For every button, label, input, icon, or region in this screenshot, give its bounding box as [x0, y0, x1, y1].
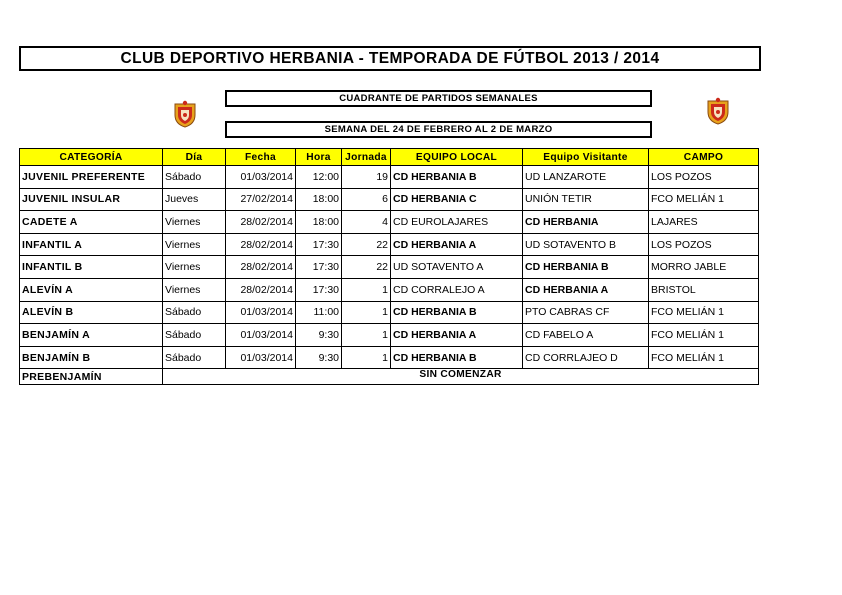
cell-dia: Viernes: [163, 256, 226, 279]
cell-jornada: 4: [342, 211, 391, 234]
cell-equipo-local: CD HERBANIA B: [391, 301, 523, 324]
page-title: CLUB DEPORTIVO HERBANIA - TEMPORADA DE FÚTBOL 2013 / 2014: [19, 46, 761, 71]
cell-dia: Viernes: [163, 278, 226, 301]
cell-hora: 9:30: [296, 324, 342, 347]
cell-equipo-visitante: CD HERBANIA: [523, 211, 649, 234]
cell-fecha: 28/02/2014: [226, 233, 296, 256]
cell-dia: Sábado: [163, 346, 226, 369]
cell-categoria: JUVENIL PREFERENTE: [20, 166, 163, 189]
table-row: [20, 346, 759, 369]
header-equipo-visitante: Equipo Visitante: [523, 149, 649, 166]
cell-categoria: PREBENJAMÍN: [20, 369, 163, 385]
cell-hora: 17:30: [296, 233, 342, 256]
cell-jornada: 1: [342, 278, 391, 301]
cell-categoria: CADETE A: [20, 211, 163, 234]
club-crest-icon: [172, 100, 198, 128]
cell-fecha: 01/03/2014: [226, 166, 296, 189]
cell-equipo-local: CD HERBANIA B: [391, 346, 523, 369]
cell-campo: FCO MELIÁN 1: [649, 346, 759, 369]
cell-hora: 18:00: [296, 188, 342, 211]
cell-hora: 17:30: [296, 278, 342, 301]
cell-jornada: 1: [342, 346, 391, 369]
cell-categoria: BENJAMÍN A: [20, 324, 163, 347]
cell-fecha: 28/02/2014: [226, 211, 296, 234]
cell-campo: LOS POZOS: [649, 166, 759, 189]
table-row: [20, 278, 759, 301]
cell-equipo-local: CD EUROLAJARES: [391, 211, 523, 234]
schedule-subtitle: CUADRANTE DE PARTIDOS SEMANALES: [225, 90, 652, 107]
week-range: SEMANA DEL 24 DE FEBRERO AL 2 DE MARZO: [225, 121, 652, 138]
header-dia: Día: [163, 149, 226, 166]
cell-categoria: INFANTIL A: [20, 233, 163, 256]
cell-campo: FCO MELIÁN 1: [649, 324, 759, 347]
table-row: [20, 324, 759, 347]
cell-hora: 17:30: [296, 256, 342, 279]
header-jornada: Jornada: [342, 149, 391, 166]
cell-categoria: ALEVÍN A: [20, 278, 163, 301]
cell-jornada: 19: [342, 166, 391, 189]
cell-equipo-local: CD CORRALEJO A: [391, 278, 523, 301]
cell-categoria: JUVENIL INSULAR: [20, 188, 163, 211]
match-schedule-table: [19, 148, 759, 385]
cell-dia: Viernes: [163, 211, 226, 234]
cell-campo: LOS POZOS: [649, 233, 759, 256]
cell-campo: MORRO JABLE: [649, 256, 759, 279]
cell-categoria: ALEVÍN B: [20, 301, 163, 324]
cell-jornada: 1: [342, 301, 391, 324]
cell-dia: Sábado: [163, 166, 226, 189]
table-row: [20, 233, 759, 256]
cell-hora: 12:00: [296, 166, 342, 189]
cell-campo: FCO MELIÁN 1: [649, 301, 759, 324]
table-row: [20, 188, 759, 211]
cell-categoria: BENJAMÍN B: [20, 346, 163, 369]
cell-dia: Jueves: [163, 188, 226, 211]
cell-jornada: 1: [342, 324, 391, 347]
cell-jornada: 22: [342, 256, 391, 279]
cell-equipo-visitante: CD FABELO A: [523, 324, 649, 347]
table-row: [20, 369, 759, 385]
cell-fecha: 01/03/2014: [226, 301, 296, 324]
header-campo: CAMPO: [649, 149, 759, 166]
cell-hora: 9:30: [296, 346, 342, 369]
cell-categoria: INFANTIL B: [20, 256, 163, 279]
cell-equipo-visitante: UD LANZAROTE: [523, 166, 649, 189]
cell-equipo-local: CD HERBANIA C: [391, 188, 523, 211]
header-hora: Hora: [296, 149, 342, 166]
table-row: [20, 166, 759, 189]
header-categoria: CATEGORÍA: [20, 149, 163, 166]
cell-fecha: 28/02/2014: [226, 278, 296, 301]
cell-equipo-visitante: CD HERBANIA B: [523, 256, 649, 279]
cell-fecha: 28/02/2014: [226, 256, 296, 279]
cell-equipo-local: UD SOTAVENTO A: [391, 256, 523, 279]
cell-campo: FCO MELIÁN 1: [649, 188, 759, 211]
cell-campo: LAJARES: [649, 211, 759, 234]
cell-hora: 11:00: [296, 301, 342, 324]
header-equipo-local: EQUIPO LOCAL: [391, 149, 523, 166]
cell-fecha: 27/02/2014: [226, 188, 296, 211]
cell-equipo-visitante: CD CORRLAJEO D: [523, 346, 649, 369]
club-crest-icon: [705, 97, 731, 125]
not-started-note: SIN COMENZAR: [163, 369, 759, 385]
cell-hora: 18:00: [296, 211, 342, 234]
cell-equipo-local: CD HERBANIA A: [391, 233, 523, 256]
cell-equipo-visitante: CD HERBANIA A: [523, 278, 649, 301]
cell-dia: Viernes: [163, 233, 226, 256]
table-row: [20, 256, 759, 279]
header-fecha: Fecha: [226, 149, 296, 166]
cell-equipo-local: CD HERBANIA B: [391, 166, 523, 189]
cell-jornada: 6: [342, 188, 391, 211]
cell-dia: Sábado: [163, 301, 226, 324]
cell-equipo-visitante: PTO CABRAS CF: [523, 301, 649, 324]
cell-equipo-visitante: UNIÓN TETIR: [523, 188, 649, 211]
cell-fecha: 01/03/2014: [226, 324, 296, 347]
cell-dia: Sábado: [163, 324, 226, 347]
cell-campo: BRISTOL: [649, 278, 759, 301]
table-header-row: [20, 149, 759, 166]
table-row: [20, 211, 759, 234]
cell-fecha: 01/03/2014: [226, 346, 296, 369]
cell-equipo-visitante: UD SOTAVENTO B: [523, 233, 649, 256]
table-row: [20, 301, 759, 324]
cell-equipo-local: CD HERBANIA A: [391, 324, 523, 347]
cell-jornada: 22: [342, 233, 391, 256]
